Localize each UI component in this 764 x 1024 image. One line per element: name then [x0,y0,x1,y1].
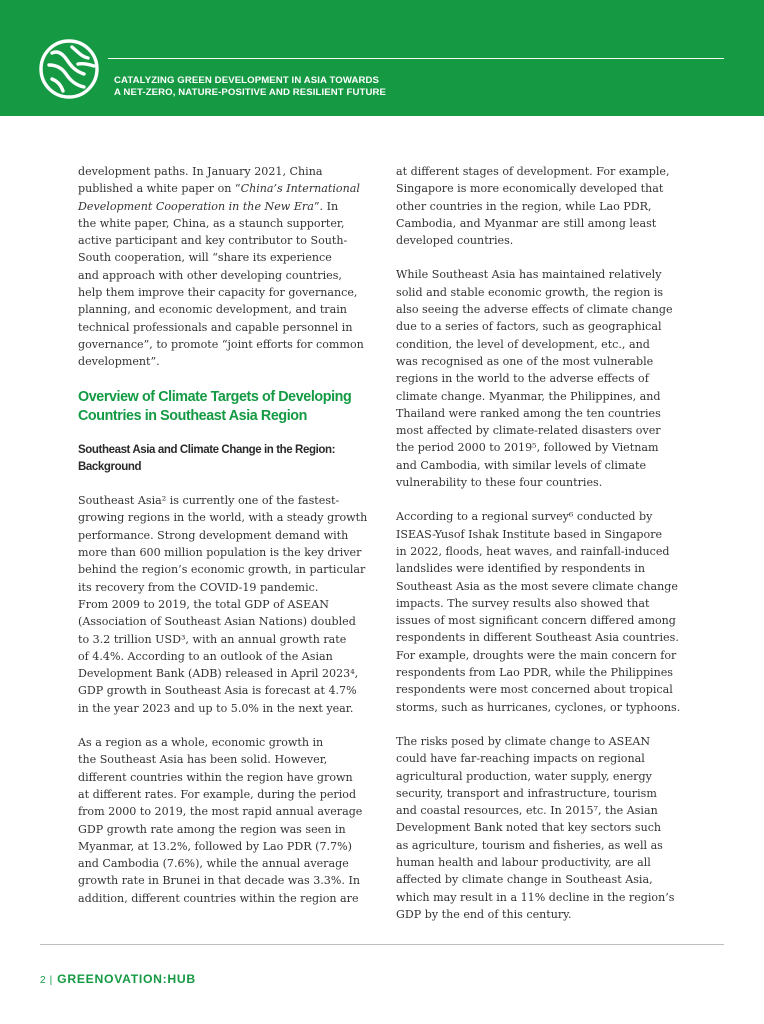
footer-divider [40,944,724,945]
footer-separator: | [49,975,53,986]
globe-leaf-icon [38,38,100,100]
text-run: ”. In [313,199,339,213]
body-paragraph: As a region as a whole, economic growth in the Southeast Asia has been solid. However, different countries within the region have grown at different rates. For example, during the period from 2000 to 2019, the most rapid annual average GDP growth rate among the region was seen in Myanmar, at 13.2%, followed by Lao PDR (7.7%) and Cambodia (7.6%), while the annual average growth rate in Brunei in that decade was 3.3%. In addition, different countries within the region are [78,736,363,905]
section-heading: Overview of Climate Targets of Developing Countries in Southeast Asia Region [78,388,352,424]
subsection-heading: Southeast Asia and Climate Change in the Region: Background [78,443,336,473]
body-paragraph: While Southeast Asia has maintained relatively solid and stable economic growth, the region is also seeing the adverse effects of climate change due to a series of factors, such as geographical condition, the level of development, etc., and was recognised as one of the most vulnerable regions in the world to the adverse effects of climate change. Myanmar, the Philippines, and Thailand were ranked among the ten countries most affected by climate-related disasters over the period 2000 to 2019⁵, followed by Vietnam and Cambodia, with similar levels of climate vulnerability to these four countries. [396,268,673,490]
publication-title: Development Cooperation in the New Era [78,199,314,213]
body-paragraph: Southeast Asia² is currently one of the fastest- growing regions in the world, with a steady growth performance. Strong development demand with more than 600 million population is the key driver behind the region’s economic growth, in particular its recovery from the COVID-19 pandemic. From 2009 to 2019, the total GDP of ASEAN (Association of Southeast Asian Nations) doubled to 3.2 trillion USD³, with an annual growth rate of 4.4%. According to an outlook of the Asian Development Bank (ADB) released in April 2023⁴, GDP growth in Southeast Asia is forecast at 4.7% in the year 2023 and up to 5.0% in the next year. [78,494,368,715]
publication-title: China’s International [240,182,360,196]
body-paragraph: development paths. In January 2021, China published a white paper on “China’s International Development Cooperation in the New Era”. In the white paper, China, as a staunch supporter, active participant and key contributor to South- South cooperation, will “share its experience and approach with other developing countries, help them improve their capacity for governance, planning, and economic development, and train technical professionals and capable personnel in governance”, to promote “joint efforts for common development”. [78,163,378,371]
page-footer [40,972,196,986]
header-divider [108,58,724,59]
paragraph-line-italic-title [78,180,378,197]
body-paragraph: According to a regional survey⁶ conducted by ISEAS-Yusof Ishak Institute based in Singapore in 2022, floods, heat waves, and rainfall-induced landslides were identified by respondents in Southeast Asia as the most severe climate change impacts. The survey results also showed that issues of most significant concern differed among respondents in different Southeast Asia countries. For example, droughts were the main concern for respondents from Lao PDR, while the Philippines respondents were most concerned about tropical storms, such as hurricanes, cyclones, or typhoons. [396,510,681,714]
brand-logo: GREENOVATION:HUB [57,972,196,986]
report-title-line: CATALYZING GREEN DEVELOPMENT IN ASIA TOWARDS [114,75,380,86]
report-title-line: A NET-ZERO, NATURE-POSITIVE AND RESILIENT FUTURE [114,87,387,98]
left-column [78,163,378,924]
right-column [396,163,696,940]
body-paragraph: The risks posed by climate change to ASEAN could have far-reaching impacts on regional agricultural production, water supply, energy security, transport and infrastructure, tourism and coastal resources, etc. In 2015⁷, the Asian Development Bank noted that key sectors such as agriculture, tourism and fisheries, as well as human health and labour productivity, are all affected by climate change in Southeast Asia, which may result in a 11% decline in the region’s GDP by the end of this century. [396,734,675,921]
page-number: 2 [40,975,46,986]
page-header-band [0,0,764,116]
text-run: published a white paper on “ [78,182,241,196]
body-paragraph: at different stages of development. For example, Singapore is more economically developed that other countries in the region, while Lao PDR, Cambodia, and Myanmar are still among least developed countries. [396,165,670,248]
report-title [114,75,534,99]
